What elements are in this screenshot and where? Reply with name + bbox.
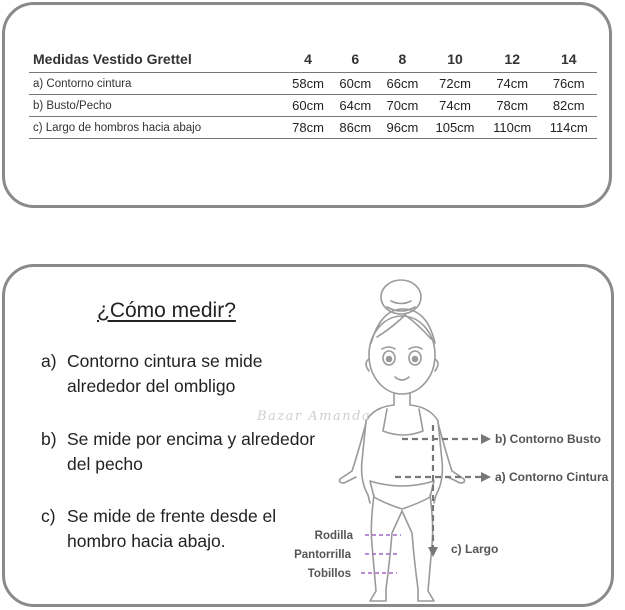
table-cell: 78cm — [484, 95, 540, 117]
row-label: b) Busto/Pecho — [29, 95, 284, 117]
size-table — [29, 49, 597, 139]
table-cell: 82cm — [540, 95, 597, 117]
table-row — [29, 117, 597, 139]
table-cell: 70cm — [379, 95, 426, 117]
row-label: c) Largo de hombros hacia abajo — [29, 117, 284, 139]
table-cell: 74cm — [484, 73, 540, 95]
table-cell: 60cm — [284, 95, 331, 117]
length-label: c) Largo — [451, 542, 499, 556]
table-cell: 96cm — [379, 117, 426, 139]
item-marker: b) — [41, 429, 57, 449]
table-cell: 76cm — [540, 73, 597, 95]
size-header: 14 — [540, 49, 597, 73]
item-text: Se mide por encima y alrededor del pecho — [67, 429, 316, 474]
howto-title: ¿Cómo medir? — [97, 299, 236, 322]
length-arrow-icon — [428, 425, 438, 557]
table-cell: 58cm — [284, 73, 331, 95]
table-cell: 72cm — [426, 73, 484, 95]
size-header: 8 — [379, 49, 426, 73]
table-header-row — [29, 49, 597, 73]
bust-arrow-icon — [402, 434, 491, 444]
watermark-text: Bazar Amanda — [257, 409, 372, 424]
table-cell: 86cm — [332, 117, 379, 139]
girl-illustration-icon — [340, 280, 465, 601]
table-cell: 114cm — [540, 117, 597, 139]
row-label: a) Contorno cintura — [29, 73, 284, 95]
measurement-figure — [5, 267, 617, 610]
item-text: Contorno cintura se mide alrededor del ombligo — [67, 351, 263, 396]
table-cell: 105cm — [426, 117, 484, 139]
size-header: 12 — [484, 49, 540, 73]
table-cell: 60cm — [332, 73, 379, 95]
bust-label: b) Contorno Busto — [495, 432, 601, 446]
item-text: Se mide de frente desde el hombro hacia abajo. — [67, 506, 277, 551]
table-cell: 110cm — [484, 117, 540, 139]
table-title: Medidas Vestido Grettel — [29, 49, 284, 73]
table-cell: 64cm — [332, 95, 379, 117]
item-marker: a) — [41, 351, 57, 371]
waist-label: a) Contorno Cintura — [495, 470, 609, 484]
table-row — [29, 73, 597, 95]
table-row — [29, 95, 597, 117]
size-header: 4 — [284, 49, 331, 73]
how-to-measure-card — [2, 264, 614, 607]
item-marker: c) — [41, 506, 56, 526]
size-header: 10 — [426, 49, 484, 73]
size-table-card — [2, 2, 612, 208]
ankle-label: Tobillos — [307, 568, 351, 580]
calf-label: Pantorrilla — [294, 549, 351, 561]
table-cell: 78cm — [284, 117, 331, 139]
table-cell: 66cm — [379, 73, 426, 95]
table-cell: 74cm — [426, 95, 484, 117]
knee-label: Rodilla — [314, 530, 353, 542]
size-header: 6 — [332, 49, 379, 73]
